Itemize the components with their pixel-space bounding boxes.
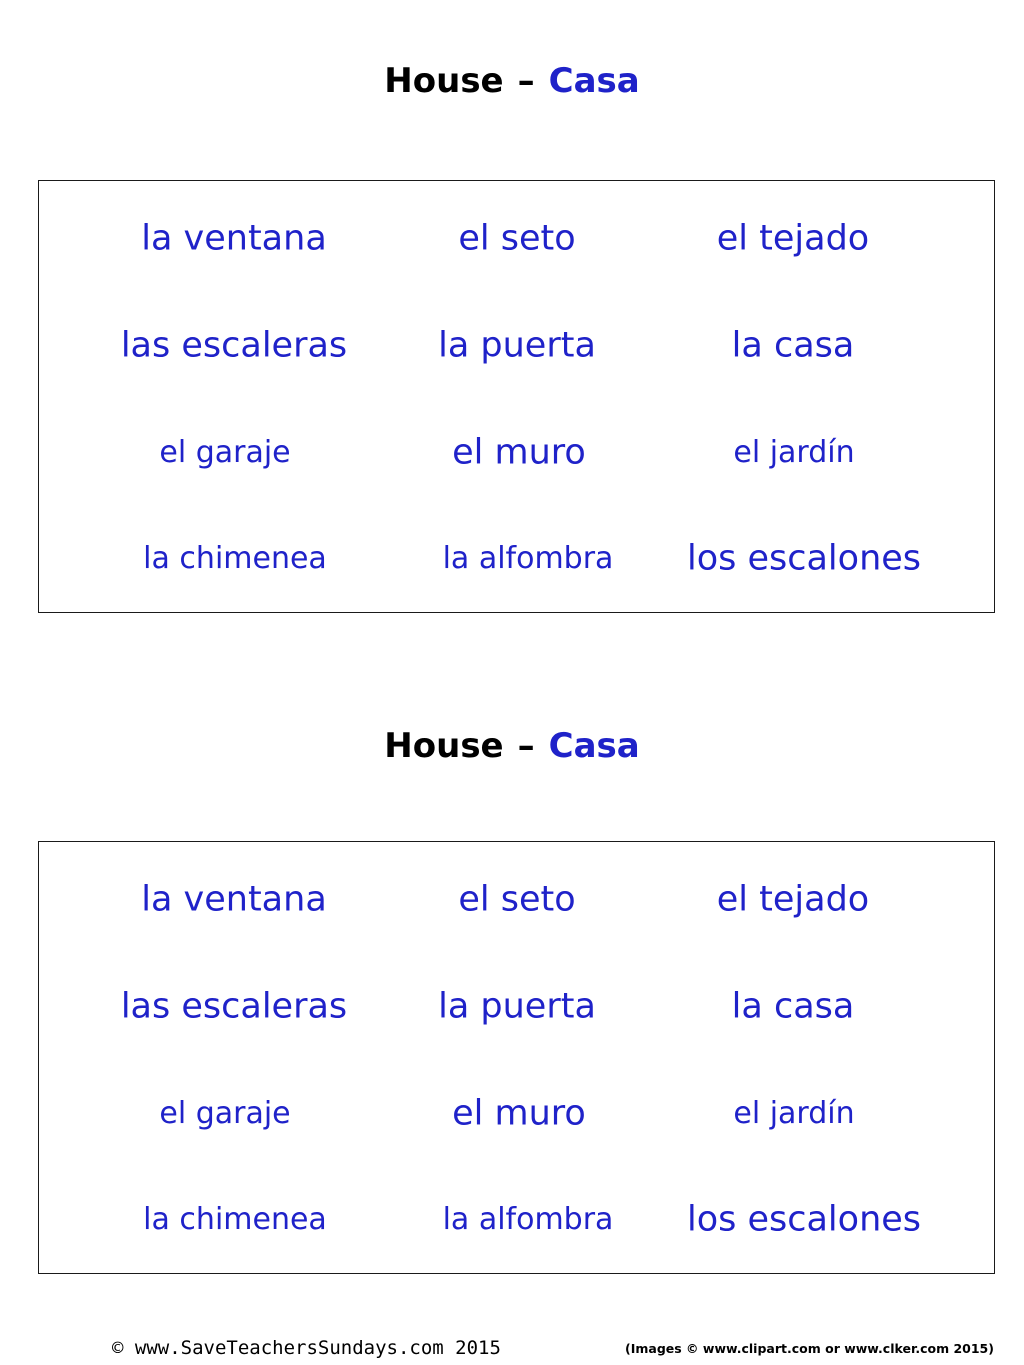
vocab-word: los escalones (686, 538, 922, 579)
section-title (0, 726, 1024, 766)
vocab-word: la ventana (141, 879, 327, 920)
vocab-box (38, 180, 995, 613)
vocab-word: el muro (452, 1093, 586, 1134)
vocab-word: el jardín (733, 435, 855, 470)
vocab-word: el seto (458, 879, 576, 920)
copyright-footer: © www.SaveTeachersSundays.com 2015 (112, 1337, 501, 1359)
vocab-word: la puerta (438, 986, 596, 1027)
vocab-box (38, 841, 995, 1274)
vocab-word: la chimenea (143, 1202, 327, 1237)
vocab-word: las escaleras (120, 325, 348, 366)
title-dash: – (517, 726, 535, 766)
section-title (0, 61, 1024, 101)
title-spanish: Casa (548, 61, 640, 101)
image-credits-footer: (Images © www.clipart.com or www.clker.com 2015) (625, 1341, 994, 1356)
vocab-word: la casa (731, 325, 855, 366)
vocab-word: el jardín (733, 1096, 855, 1131)
vocab-word: el garaje (159, 435, 291, 470)
vocab-word: la alfombra (442, 541, 614, 576)
vocab-word: las escaleras (120, 986, 348, 1027)
title-dash: – (517, 61, 535, 101)
vocab-word: el seto (458, 218, 576, 259)
vocab-word: los escalones (686, 1199, 922, 1240)
vocab-word: el tejado (716, 218, 870, 259)
vocab-word: la puerta (438, 325, 596, 366)
vocab-word: el muro (452, 432, 586, 473)
vocab-word: el tejado (716, 879, 870, 920)
title-english: House (384, 726, 504, 766)
vocab-word: la ventana (141, 218, 327, 259)
title-spanish: Casa (548, 726, 640, 766)
vocab-word: la chimenea (143, 541, 327, 576)
vocab-word: la casa (731, 986, 855, 1027)
vocab-word: el garaje (159, 1096, 291, 1131)
vocab-word: la alfombra (442, 1202, 614, 1237)
title-english: House (384, 61, 504, 101)
